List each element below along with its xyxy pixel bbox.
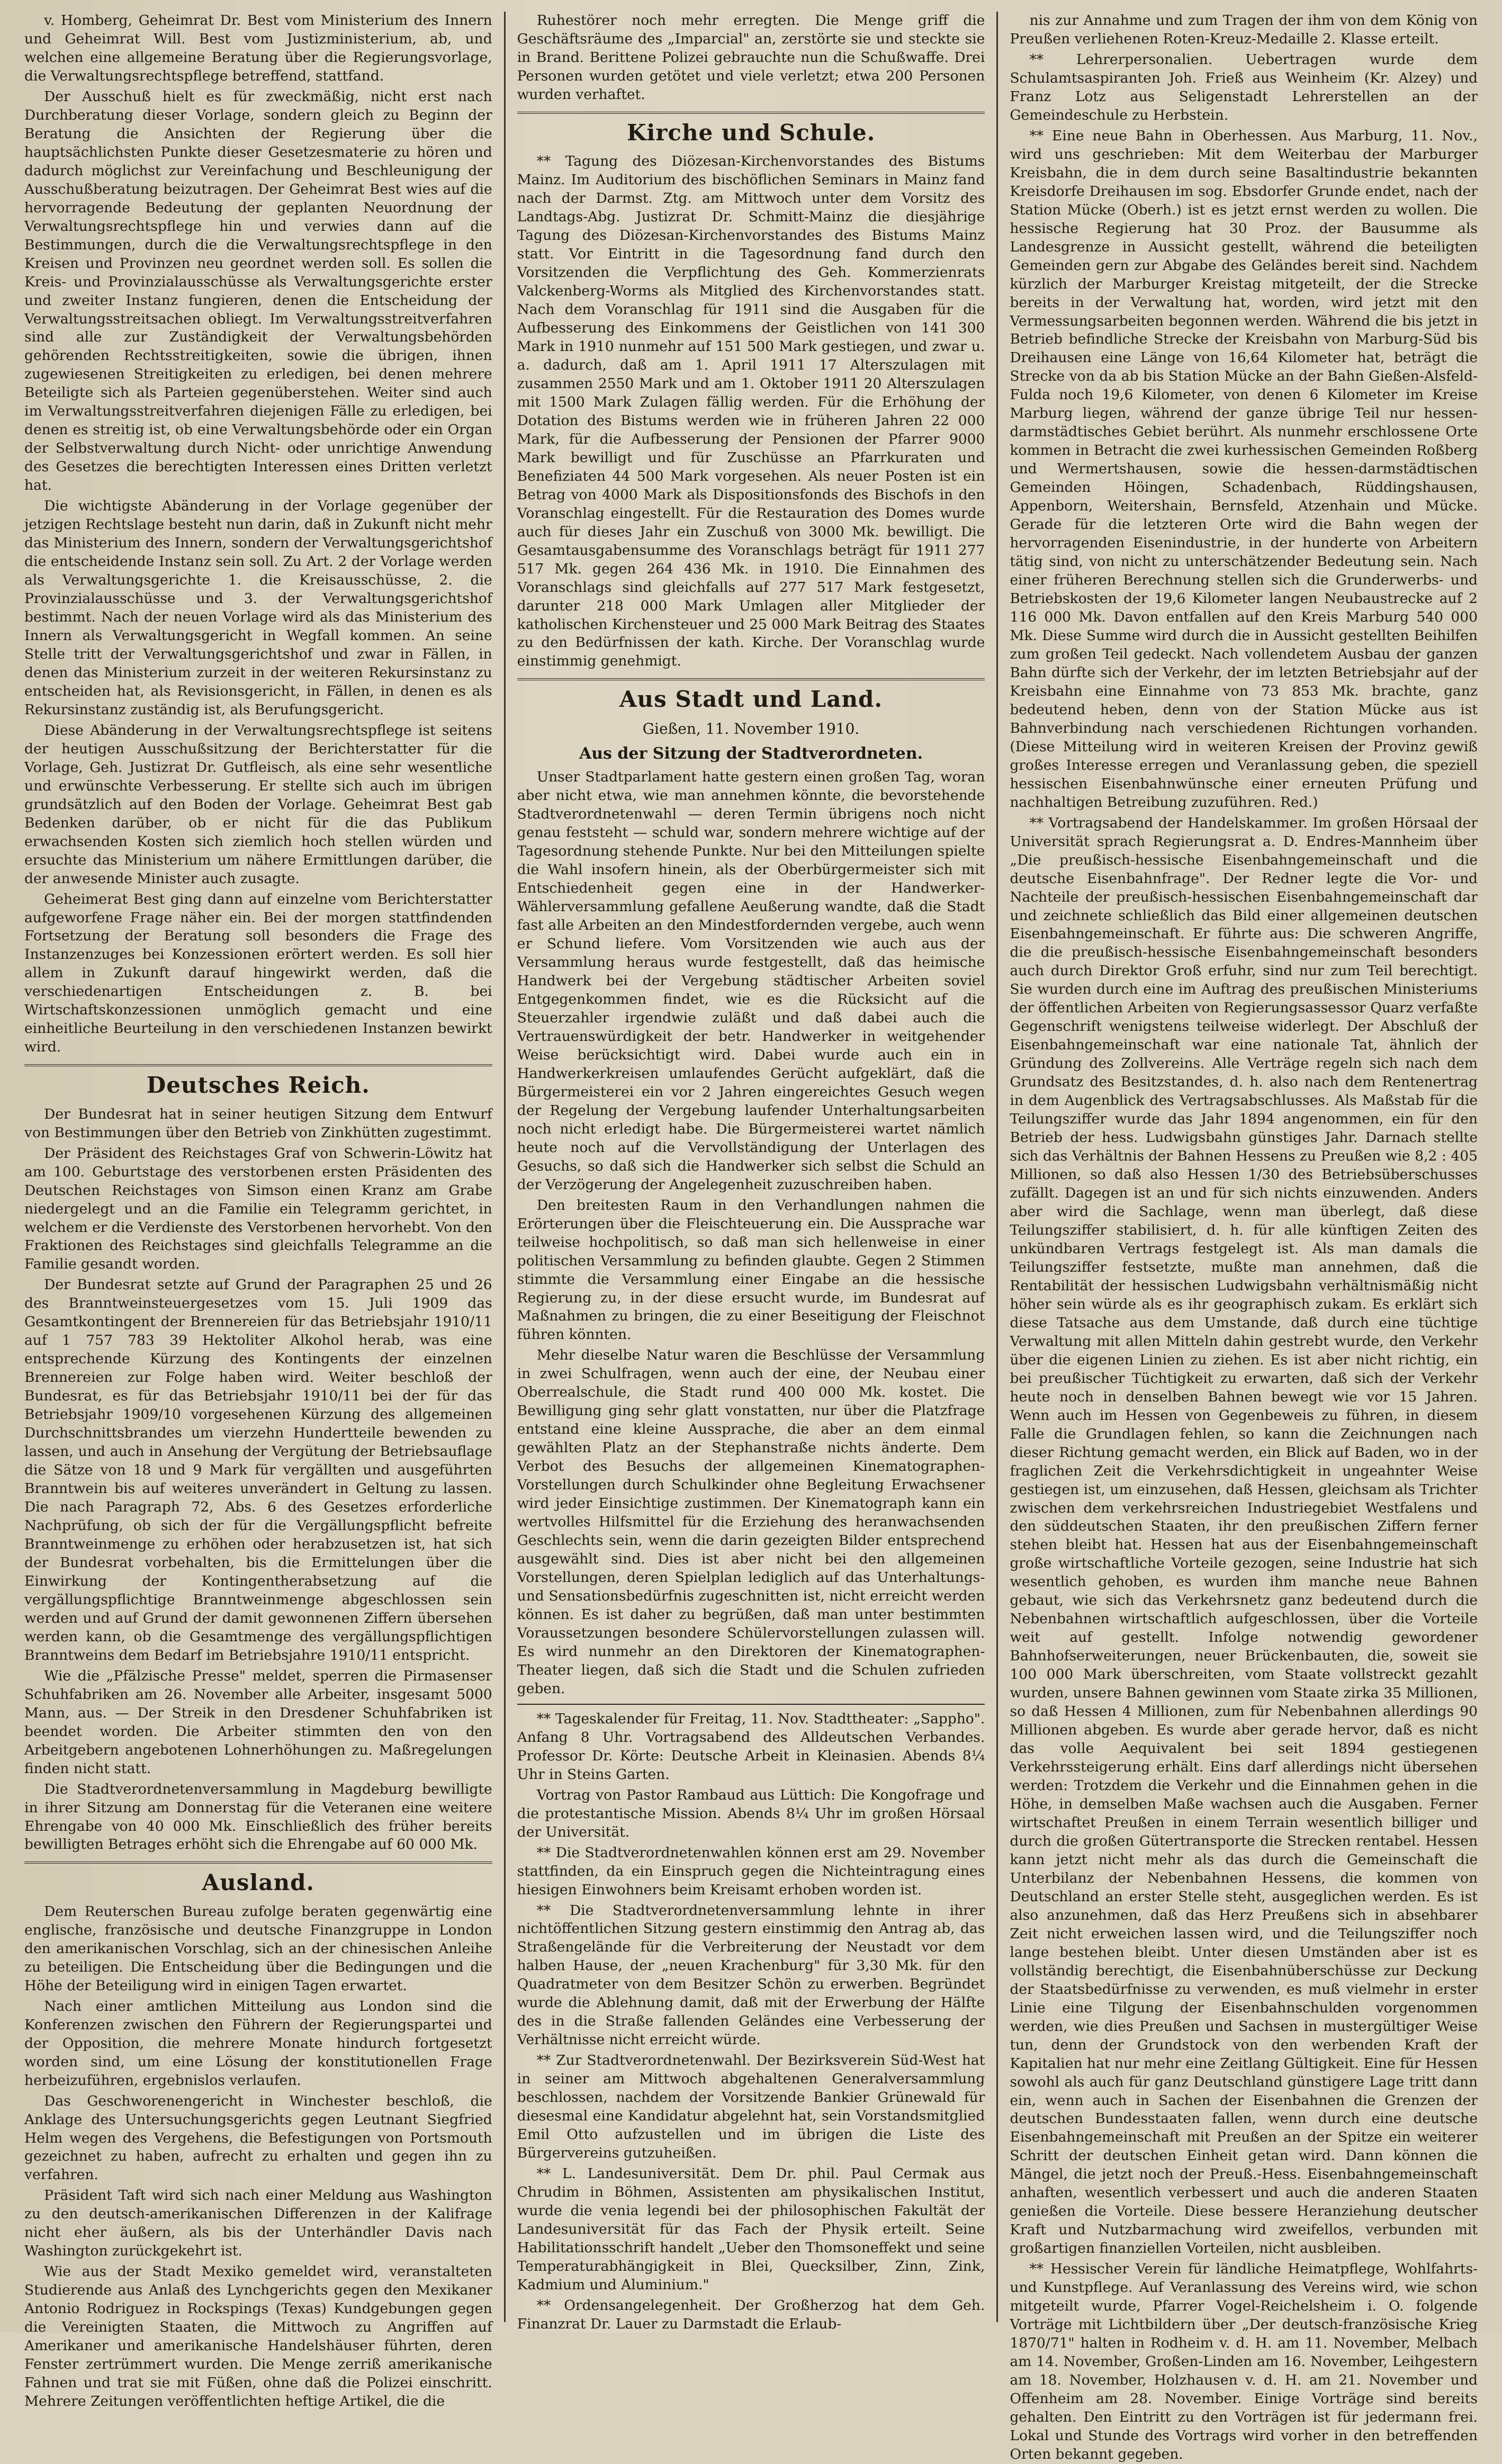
article-paragraph: Vortrag von Pastor Rambaud aus Lüttich: Die Kongofrage und die protestantische Mission. Abends 8¼ Uhr im großen Hörsaal der Universität. <box>517 1786 985 1840</box>
article-paragraph: Der Ausschuß hielt es für zweckmäßig, nicht erst nach Durchberatung dieser Vorlage, sondern gleich zu Beginn der Beratung die Ansichten der Regierung über die hauptsächlichsten Punkte dieser Gesetzesmaterie zu hören und dadurch möglichst zur Vereinfachung und Beschleunigung der Ausschußberatung beizutragen. Der Geheimrat Best wies auf die hervorragende Bedeutung der geplanten Neuordnung der Verwaltungsrechtspflege hin und verwies dann auf die Bestimmungen, durch die die Verwaltungsrechtspflege in den Kreisen und Provinzen neu geordnet werden soll. Es sollen die Kreis- und Provinzialausschüsse als Verwaltungsgerichte erster und zweiter Instanz fungieren, denen die Entscheidung der Verwaltungsstreitsachen obliegt. Im Verwaltungsstreitverfahren sind alle zur Zuständigkeit der Verwaltungsbehörden gehörenden Rechtsstreitigkeiten, sowie die übrigen, ihnen zugewiesenen Streitigkeiten zu erledigen, bei denen mehrere Beteiligte sich als Parteien gegenüberstehen. Weiter sind auch im Verwaltungsstreitverfahren diejenigen Fälle zu erledigen, bei denen es streitig ist, ob eine Verwaltungsbehörde oder ein Organ der Selbstverwaltung durch Nicht- oder unrichtige Anwendung des Gesetzes die berechtigten Interessen eines Dritten verletzt hat. <box>24 88 492 494</box>
article-paragraph: ** Tagung des Diözesan-Kirchenvorstandes des Bistums Mainz. Im Auditorium des bischöflichen Seminars in Mainz fand nach der Darmst. Ztg. am Mittwoch unter dem Vorsitz des Landtags-Abg. Justizrat Dr. Schmitt-Mainz die diesjährige Tagung des Diözesan-Kirchenvorstandes des Bistums Mainz statt. Vor Eintritt in die Tagesordnung fand durch den Vorsitzenden die Verpflichtung des Geh. Kommerzienrats Valckenberg-Worms als Mitglied des Kirchenvorstandes statt. Nach dem Voranschlag für 1911 sind die Ausgaben für die Aufbesserung des Einkommens der Geistlichen von 141 300 Mark in 1910 nunmehr auf 151 500 Mark gestiegen, und zwar u. a. dadurch, daß am 1. April 1911 17 Alterszulagen mit zusammen 2550 Mark und am 1. Oktober 1911 20 Alterszulagen mit 1500 Mark Zulagen fällig werden. Für die Erhöhung der Dotation des Bistums werden wie in früheren Jahren 22 000 Mark, für die Aufbesserung der Pensionen der Pfarrer 9000 Mark bewilligt und für Zuschüsse an Pfarrkuraten und Benefiziaten 44 500 Mark vorgesehen. Als neuer Posten ist ein Betrag von 4000 Mark als Dispositionsfonds des Bischofs in den Voranschlag eingestellt. Für die Restauration des Domes wurde auch für dieses Jahr ein Zuschuß von 3000 Mk. bewilligt. Die Gesamtausgabensumme des Voranschlags beträgt für 1911 277 517 Mk. gegen 264 436 Mk. in 1910. Die Einnahmen des Voranschlags sind gleichfalls auf 277 517 Mark festgesetzt, darunter 218 000 Mark Umlagen aller Mitglieder der katholischen Kirchensteuer und 25 000 Mark Beitrag des Staates zu den Bedürfnissen der kath. Kirche. Der Voranschlag wurde einstimmig genehmigt. <box>517 153 985 670</box>
section-title-stadt: Aus Stadt und Land. <box>517 678 985 714</box>
article-paragraph: Das Geschworenengericht in Winchester beschloß, die Anklage des Untersuchungsgerichts gegen Leutnant Siegfried Helm wegen des Vergehens, die Befestigungen von Portsmouth gezeichnet zu haben, aufrecht zu erhalten und gegen ihn zu verfahren. <box>24 2092 492 2183</box>
column-rule <box>996 12 998 2322</box>
section-title-reich: Deutsches Reich. <box>24 1064 492 1100</box>
column-rule <box>504 12 506 2322</box>
divider <box>517 1704 985 1705</box>
column-3 <box>999 12 1488 2462</box>
article-paragraph: Diese Abänderung in der Verwaltungsrechtspflege ist seitens der heutigen Ausschußsitzung der Berichterstatter für die Vorlage, Geh. Justizrat Dr. Gutfleisch, als eine sehr wesentliche und erwünschte Verbesserung. Er stellte sich auch im übrigen grundsätzlich auf den Boden der Vorlage. Geheimrat Best gab Bedenken darüber, ob er nicht für die das Publikum erwachsenden Kosten sich ziemlich hoch stellen würden und ersuchte das Ministerium um nähere Ermittlungen darüber, die der anwesende Minister auch zusagte. <box>24 722 492 887</box>
article-paragraph: ** Eine neue Bahn in Oberhessen. Aus Marburg, 11. Nov., wird uns geschrieben: Mit dem Weiterbau der Marburger Kreisbahn, die in dem durch seine Basaltindustrie bekannten Kreisdorfe Dreihausen im sog. Ebsdorfer Grunde endet, nach der Station Mücke (Oberh.) ist es jetzt ernst werden zu wollen. Die hessische Regierung hat 30 Proz. der Bausumme als Landesgrenze in Aussicht gestellt, während die beteiligten Gemeinden gern zur Abgabe des Geländes bereit sind. Nachdem kürzlich der Marburger Kreistag mitgeteilt, der die Strecke bereits in der Verwaltung hat, worden, wird jetzt mit den Vermessungsarbeiten begonnen werden. Während die bis jetzt in Betrieb befindliche Strecke der Kreisbahn von Marburg-Süd bis Dreihausen eine Länge von 16,64 Kilometer hat, beträgt die Strecke von da ab bis Station Mücke an der Bahn Gießen-Alsfeld-Fulda noch 19,6 Kilometer, von denen 6 Kilometer im Kreise Marburg liegen, während der ganze übrige Teil nur hessen-darmstädtisches Gebiet berührt. Als nunmehr erschlossene Orte kommen in Betracht die zwei kurhessischen Gemeinden Roßberg und Wermertshausen, sowie die hessen-darmstädtischen Gemeinden Höingen, Schadenbach, Rüddingshausen, Appenborn, Weitershain, Bernsfeld, Atzenhain und Mücke. Gerade für die letzteren Orte wird die Bahn wegen der hervorragenden Eisenindustrie, in der hunderte von Arbeitern tätig sind, von nicht zu unterschätzender Bedeutung sein. Nach einer früheren Berechnung stellen sich die Grunderwerbs- und Betriebskosten der 19,6 Kilometer langen Neubaustrecke auf 2 116 000 Mk. Davon entfallen auf den Kreis Marburg 540 000 Mk. Diese Summe wird durch die in Aussicht gestellten Beihilfen zum großen Teil gedeckt. Nach vollendetem Ausbau der ganzen Bahn dürfte sich der Verkehr, der im letzten Betriebsjahr auf der Kreisbahn eine Einnahme von 73 853 Mk. brachte, ganz bedeutend heben, denn von der Station Mücke aus ist Bahnverbindung nach verschiedenen Richtungen vorhanden. (Diese Mitteilung wird in weiteren Kreisen der Provinz gewiß großes Interesse erregen und Veranlassung geben, die speziell hessischen Eisenbahnwünsche einer erneuten Prüfung und nachhaltigen Betreibung zuzuführen. Red.) <box>1010 127 1478 811</box>
article-paragraph: ** Vortragsabend der Handelskammer. Im großen Hörsaal der Universität sprach Regierungsrat a. D. Endres-Mannheim über „Die preußisch-hessische Eisenbahngemeinschaft und die deutsche Eisenbahnfrage". Der Redner legte die Vor- und Nachteile der preußisch-hessischen Eisenbahngemeinschaft dar und zeichnete schließlich das Bild einer allgemeinen deutschen Eisenbahngemeinschaft. Er führte aus: Die schweren Angriffe, die die preußisch-hessische Eisenbahngemeinschaft besonders auch durch Direktor Groß erfuhr, sind nur zum Teil berechtigt. Sie wurden durch eine im Auftrag des preußischen Ministeriums der öffentlichen Arbeiten von Regierungsassessor Quarz verfaßte Gegenschrift wenigstens teilweise widerlegt. Der Abschluß der Eisenbahngemeinschaft war eine nationale Tat, ähnlich der Gründung des Zollvereins. Alle Verträge regeln sich nach dem Grundsatz des Besitzstandes, d. h. also nach dem Rentenertrag in dem Augenblick des Vertragsabschlusses. Als Maßstab für die Teilungsziffer wurde das Jahr 1894 angenommen, ein für den Betrieb der hess. Ludwigsbahn günstiges Jahr. Darnach stellte sich das Verhältnis der Bahnen Hessens zu Preußen wie 8,2 : 405 Millionen, so daß also Hessen 1/30 des Betriebsüberschusses zufällt. Dagegen ist an und für sich nichts einzuwenden. Anders aber wird die Sachlage, wenn man überlegt, daß diese Teilungsziffer stabilisiert, d. h. für alle künftigen Zeiten des unkündbaren Vertrags festgelegt ist. Als man damals die Teilungsziffer festsetzte, mußte man annehmen, daß die Rentabilität der hessischen Ludwigsbahn verhältnismäßig nicht höher sein würde als es ihr geographisch zukam. Es erklärt sich diese Tatsache aus dem Umstande, daß durch eine tüchtige Verwaltung mit allen Mitteln dahin gestrebt wurde, den Verkehr über die eigenen Linien zu ziehen. Es ist aber nicht richtig, ein bei preußischer Tüchtigkeit zu erwarten, daß sich der Verkehr heute noch in denselben Bahnen bewegt wie vor 15 Jahren. Wenn auch im Hessen von Gegenbeweis zu führen, in diesem Falle die Grundlagen fehlen, so kann die Zeichnungen nach dieser Richtung gemacht werden, ein Blick auf Baden, wo in der fraglichen Zeit die Verkehrsdichtigkeit in ungeahnter Weise gestiegen ist, um einzusehen, daß Hessen, gleichsam als Trichter zwischen dem verkehrsreichen Industriegebiet Westfalens und den süddeutschen Staaten, ihr den preußischen Ziffern ferner stehen bleibt hat. Hessen hat aus der Eisenbahngemeinschaft große wirtschaftliche Vorteile gezogen, seine Industrie hat sich wesentlich gehoben, es wurden ihm manche neue Bahnen gebaut, wie sich das Verkehrsnetz ganz bedeutend durch die Nebenbahnen wirtschaftlich aufgeschlossen, über die Vorteile weit auf gestellt. Infolge notwendig gewordener Bahnhofserweiterungen, neuer Brückenbauten, die, soweit sie 100 000 Mark überschreiten, vom Staate vollstreckt gezahlt wurden, unsere Bahnen gewinnen vom Staate zirka 35 Millionen, so daß Hessen 4 Millionen, zum für Nebenbahnen allerdings 90 Millionen abgeben. Es wurde aber gerade hervor, daß es nicht das volle Aequivalent bei seit 1894 gestiegenen Verkehrssteigerung erhält. Eins darf allerdings nicht übersehen werden: Trotzdem die Verkehr und die Einnahmen gehen in die Höhe, in demselben Maße wachsen auch die Ausgaben. Ferner wirtschaftet Preußen in einem Terrain wesentlich billiger und durch die großen Gütertransporte die Strecken rentabel. Hessen kann jetzt nicht mehr als das durch die Gemeinschaft die Unterbilanz der Nebenbahnen Hessens, die kommen von Deutschland an erster Stelle steht, ausgeglichen werden. Es ist also anzunehmen, daß das Herz Preußens sich in absehbarer Zeit nicht erweichen lassen wird, und die Teilungsziffer noch lange bestehen bleibt. Unter diesen Umständen aber ist es vollständig berechtigt, die Eisenbahnüberschüsse zur Deckung der Staatsbedürfnisse zu verwenden, es muß vielmehr in erster Linie eine Tilgung der Eisenbahnschulden vorgenommen werden, wie dies Preußen und Sachsen in mustergültiger Weise tun, denn der Grundstock von den werbenden Kraft der Kapitalien hat nur mehr eine Zeitlang Gültigkeit. Eine für Hessen sowohl als auch für ganz Deutschland günstigere Lage tritt dann ein, wenn auch in Sachen der Eisenbahnen die Grenzen der deutschen Bundesstaaten fallen, wenn durch eine deutsche Eisenbahngemeinschaft mit Preußen an der Spitze ein weiterer Schritt der deutschen Einheit getan wird. Dann können die Mängel, die jetzt noch der Preuß.-Hess. Eisenbahngemeinschaft anhaften, wesentlich verbessert und auch die anderen Staaten genießen die Vorteile. Diese bessere Heranziehung deutscher Kraft und Nutzbarmachung wird zweifellos, verbunden mit großartigen finanziellen Vorteilen, nicht ausbleiben. <box>1010 814 1478 2257</box>
article-paragraph: Mehr dieselbe Natur waren die Beschlüsse der Versammlung in zwei Schulfragen, wenn auch der eine, der Neubau einer Oberrealschule, die Stadt rund 400 000 Mk. kostet. Die Bewilligung ging sehr glatt vonstatten, nur über die Platzfrage entstand eine kleine Aussprache, die aber an dem einmal gewählten Platz an der Stephanstraße nichts änderte. Dem Verbot des Besuchs der allgemeinen Kinematographen-Vorstellungen durch Schulkinder ohne Begleitung Erwachsener wird jeder Einsichtige zustimmen. Der Kinematograph kann ein wertvolles Hilfsmittel für die Erziehung des heranwachsenden Geschlechts sein, wenn die darin gezeigten Bilder entsprechend ausgewählt sind. Dies ist aber nicht bei den allgemeinen Vorstellungen, deren Spielplan lediglich auf das Unterhaltungs- und Sensationsbedürfnis zugeschnitten ist, nicht erreicht werden können. Es ist daher zu begrüßen, daß man unter bestimmten Voraussetzungen besondere Schülervorstellungen zulassen will. Es wird nunmehr an den Direktoren der Kinematographen-Theater liegen, daß sich die Stadt und die Schulen zufrieden geben. <box>517 1347 985 1697</box>
section-title-ausland: Ausland. <box>24 1862 492 1897</box>
article-paragraph: Der Bundesrat setzte auf Grund der Paragraphen 25 und 26 des Branntweinsteuergesetzes vom 15. Juli 1909 das Gesamtkontingent der Brennereien für das Betriebsjahr 1910/11 auf 1 757 783 39 Hektoliter Alkohol herab, was eine entsprechende Kürzung des Kontingents der einzelnen Brennereien zur Folge haben wird. Weiter beschloß der Bundesrat, es für das Betriebsjahr 1910/11 bei der für das Betriebsjahr 1909/10 vorgesehenen Kürzung des allgemeinen Durchschnittsbrandes um vierzehn Hundertteile bewenden zu lassen, und auch in Ansehung der Vergütung der Betriebsauflage die Sätze von 18 und 9 Mark für vergällten und ausgeführten Branntwein bis auf weiteres unverändert in Geltung zu lassen. Die nach Paragraph 72, Abs. 6 des Gesetzes erforderliche Nachprüfung, ob sich der für die Vergällungspflicht befreite Branntweinmenge zu erhöhen oder herabzusetzen ist, hat sich der Bundesrat vorbehalten, bis die Ermittelungen über die Einwirkung der Kontingentherabsetzung auf die vergällungspflichtige Branntweinmenge abgeschlossen sein werden und auf Grund der damit gewonnenen Ziffern übersehen werden kann, ob die Gesamtmenge des vergällungspflichtigen Branntweins dem Bedarf im Betriebsjahre 1910/11 entspricht. <box>24 1276 492 1663</box>
article-paragraph: nis zur Annahme und zum Tragen der ihm von dem König von Preußen verliehenen Roten-Kreuz-Medaille 2. Klasse erteilt. <box>1010 12 1478 47</box>
article-paragraph: ** Die Stadtverordnetenwahlen können erst am 29. November stattfinden, da ein Einspruch gegen die Nichteintragung eines hiesigen Einwohners beim Kreisamt erhoben worden ist. <box>517 1844 985 1898</box>
article-paragraph: Wie aus der Stadt Mexiko gemeldet wird, veranstalteten Studierende aus Anlaß des Lynchgerichts gegen den Mexikaner Antonio Rodriguez in Rockspings (Texas) Kundgebungen gegen die Vereinigten Staaten, die Mittwoch zu Angriffen auf Amerikaner und amerikanische Handelshäuser führten, deren Fenster zertrümmert wurden. Die Menge zerriß amerikanische Fahnen und trat sie mit Füßen, ohne daß die Polizei einschritt. Mehrere Zeitungen veröffentlichten heftige Artikel, die die <box>24 2263 492 2410</box>
article-paragraph: Präsident Taft wird sich nach einer Meldung aus Washington zu den deutsch-amerikanischen Differenzen in der Kalifrage nicht eher äußern, als bis der Unterhändler Davis nach Washington zurückgekehrt ist. <box>24 2187 492 2260</box>
section-title-kirche: Kirche und Schule. <box>517 112 985 147</box>
columns <box>14 12 1488 2462</box>
dateline: Gießen, 11. November 1910. <box>642 720 860 738</box>
article-paragraph: Dem Reuterschen Bureau zufolge beraten gegenwärtig eine englische, französische und deutsche Finanzgruppe in London den amerikanischen Vorschlag, sich an der chinesischen Anleihe zu beteiligen. Die Entscheidung über die Bedingungen und die Höhe der Beteiligung wird in einigen Tagen erwartet. <box>24 1903 492 1994</box>
article-paragraph: v. Homberg, Geheimrat Dr. Best vom Ministerium des Innern und Geheimrat Will. Best vom Justizministerium, ab, und welchen eine allgemeine Beratung über die Regierungsvorlage, die Verwaltungsrechtspflege betreffend, stattfand. <box>24 12 492 84</box>
article-paragraph: Den breitesten Raum in den Verhandlungen nahmen die Erörterungen über die Fleischteuerung ein. Die Aussprache war teilweise hochpolitisch, so daß man sich hellenweise in einer politischen Versammlung zu befinden glaubte. Gegen 2 Stimmen stimmte die Versammlung einer Eingabe an die hessische Regierung zu, in der diese ersucht wurde, im Bundesrat auf Maßnahmen zu bringen, die zu einer Beseitigung der Fleischnot führen könnten. <box>517 1197 985 1343</box>
article-paragraph: Unser Stadtparlament hatte gestern einen großen Tag, woran aber nicht etwa, wie man annehmen könnte, die bevorstehende Stadtverordnetenwahl — deren Termin übrigens noch nicht genau feststeht — schuld war, sondern mehrere wichtige auf der Tagesordnung stehende Punkte. Nur bei den Mitteilungen spielte die Wahl insofern hinein, als der Oberbürgermeister sich mit Entschiedenheit gegen eine in der Handwerker-Wählerversammlung gefallene Aeußerung wandte, daß die Stadt fast alle Arbeiten an den Mindestfordernden vergebe, auch wenn er Schund liefere. Vom Vorsitzenden wie auch aus der Versammlung heraus wurde festgestellt, daß das heimische Handwerk bei der Vergebung städtischer Arbeiten soviel Entgegenkommen findet, wie es die Rücksicht auf die Steuerzahler irgendwie zuläßt und daß dabei auch die Vertrauenswürdigkeit der betr. Handwerker in weitgehender Weise berücksichtigt wird. Dabei wurde auch ein in Handwerkerkreisen umlaufendes Gerücht aufgeklärt, daß die Bürgermeisterei ein vor 2 Jahren eingereichtes Gesuch wegen der Regelung der Vergebung laufender Unterhaltungsarbeiten noch nicht erledigt habe. Die Bürgermeisterei wartet nämlich heute noch auf die Vervollständigung der Unterlagen des Gesuchs, so daß sich die Handwerker sich selbst die Schuld an der Verzögerung der Angelegenheit zuzuschreiben haben. <box>517 769 985 1193</box>
article-paragraph: ** Hessischer Verein für ländliche Heimatpflege, Wohlfahrts- und Kunstpflege. Auf Veranlassung des Vereins wird, wie schon mitgeteilt wurde, Pfarrer Vogel-Reichelsheim i. O. folgende Vorträge mit Lichtbildern über „Der deutsch-französische Krieg 1870/71" halten in Rodheim v. d. H. am 11. November, Melbach am 14. November, Großen-Linden am 16. November, Leihgestern am 18. November, Holzhausen v. d. H. am 21. November und Offenheim am 28. November. Einige Vorträge sind bereits gehalten. Den Eintritt zu den Vorträgen ist für jedermann frei. Lokal und Stunde des Vortrags wird vorher in den betreffenden Orten bekannt gegeben. <box>1010 2261 1478 2462</box>
article-paragraph: Die Stadtverordnetenversammlung in Magdeburg bewilligte in ihrer Sitzung am Donnerstag für die Veteranen eine weitere Ehrengabe von 40 000 Mk. Einschließlich des früher bereits bewilligten Betrages erhöht sich die Ehrengabe auf 60 000 Mk. <box>24 1780 492 1853</box>
article-paragraph: Die wichtigste Abänderung in der Vorlage gegenüber der jetzigen Rechtslage besteht nun darin, daß in Zukunft nicht mehr das Ministerium des Innern, sondern der Verwaltungsgerichtshof die entscheidende Instanz sein soll. Zu Art. 2 der Vorlage werden als Verwaltungsgerichte 1. die Kreisausschüsse, 2. die Provinzialausschüsse und 3. der Verwaltungsgerichtshof bestimmt. Nach der neuen Vorlage wird als das Ministerium des Innern als Verwaltungsgericht in Wegfall kommen. An seine Stelle tritt der Verwaltungsgerichtshof und zwar in Fällen, in denen das Ministerium zurzeit in der weiteren Rekursinstanz zu entscheiden hat, als Revisionsgericht, in Fällen, in denen es als Rekursinstanz zuständig ist, als Berufungsgericht. <box>24 498 492 718</box>
article-paragraph: Der Bundesrat hat in seiner heutigen Sitzung dem Entwurf von Bestimmungen über den Betrieb von Zinkhütten zugestimmt. <box>24 1105 492 1141</box>
article-paragraph: ** Lehrerpersonalien. Uebertragen wurde dem Schulamtsaspiranten Joh. Frieß aus Weinheim (Kr. Alzey) und Franz Lotz aus Seligenstadt Lehrerstellen an der Gemeindeschule zu Herbstein. <box>1010 51 1478 123</box>
column-1 <box>14 12 503 2410</box>
article-paragraph: ** Die Stadtverordnetenversammlung lehnte in ihrer nichtöffentlichen Sitzung gestern einstimmig den Antrag ab, das Straßengelände für die Verbreiterung der Neustadt vor dem halben Hause, der „neuen Krachenburg" für 3,30 Mk. für den Quadratmeter von dem Besitzer Schön zu erwerben. Begründet wurde die Ablehnung damit, daß mit der Erwerbung der Hälfte des in die Straße fallenden Geländes eine Verbesserung der Verhältnisse nicht erreicht würde. <box>517 1902 985 2048</box>
article-paragraph: Ruhestörer noch mehr erregten. Die Menge griff die Geschäftsräume des „Imparcial" an, zerstörte sie und steckte sie in Brand. Berittene Polizei gebrauchte nun die Schußwaffe. Drei Personen wurden getötet und viele verletzt; etwa 200 Personen wurden verhaftet. <box>517 12 985 103</box>
article-paragraph: ** Tageskalender für Freitag, 11. Nov. Stadttheater: „Sappho". Anfang 8 Uhr. Vortragsabend des Alldeutschen Verbandes. Professor Dr. Körte: Deutsche Arbeit in Kleinasien. Abends 8¼ Uhr in Steins Garten. <box>517 1710 985 1783</box>
article-paragraph: Nach einer amtlichen Mitteilung aus London sind die Konferenzen zwischen den Führern der Regierungspartei und der Opposition, die mehrere Monate hindurch fortgesetzt worden sind, um eine Lösung der konstitutionellen Frage herbeizuführen, ergebnislos verlaufen. <box>24 1998 492 2089</box>
article-paragraph: Der Präsident des Reichstages Graf von Schwerin-Löwitz hat am 100. Geburtstage des verstorbenen ersten Präsidenten des Deutschen Reichstages von Simson einen Kranz am Grabe niedergelegt und an die Familie ein Telegramm gerichtet, in welchem er die Verdienste des Verstorbenen hervorhebt. Von den Fraktionen des Reichstages sind gleichfalls Telegramme an die Familie gesandt worden. <box>24 1145 492 1273</box>
column-2 <box>507 12 996 2332</box>
subsection-title-sitzung: Aus der Sitzung der Stadtverordneten. <box>579 744 923 763</box>
article-paragraph: ** Ordensangelegenheit. Der Großherzog hat dem Geh. Finanzrat Dr. Lauer zu Darmstadt die Erlaub- <box>517 2297 985 2332</box>
article-paragraph: ** L. Landesuniversität. Dem Dr. phil. Paul Cermak aus Chrudim in Böhmen, Assistenten am physikalischen Institut, wurde die venia legendi bei der philosophischen Fakultät der Landesuniversität für das Fach der Physik erteilt. Seine Habilitationsschrift handelt „Ueber den Thomsoneffekt und seine Temperaturabhängigkeit in Blei, Quecksilber, Zinn, Zink, Kadmium und Aluminium." <box>517 2165 985 2293</box>
article-paragraph: ** Zur Stadtverordnetenwahl. Der Bezirksverein Süd-West hat in seiner am Mittwoch abgehaltenen Generalversammlung beschlossen, nachdem der Vorsitzende Bankier Grünewald für diesesmal eine Kandidatur abgelehnt hat, sein Vorstandsmitglied Emil Otto aufzustellen und im übrigen die Liste des Bürgervereins gutzuheißen. <box>517 2052 985 2162</box>
article-paragraph: Wie die „Pfälzische Presse" meldet, sperren die Pirmasenser Schuhfabriken am 26. November alle Arbeiter, insgesamt 5000 Mann, aus. — Der Streik in den Dresdener Schuhfabriken ist beendet worden. Die Arbeiter stimmten den von den Arbeitgebern angebotenen Lohnerhöhungen zu. Maßregelungen finden nicht statt. <box>24 1667 492 1777</box>
article-paragraph: Geheimerat Best ging dann auf einzelne vom Berichterstatter aufgeworfene Frage näher ein. Bei der morgen stattfindenden Fortsetzung der Beratung soll besonders die Frage des Instanzenzuges bei Konzessionen erörtert werden. Es soll hier allem in Zukunft darauf hingewirkt werden, daß die verschiedenartigen Entscheidungen z. B. bei Wirtschaftskonzessionen unmöglich gemacht und eine einheitliche Beurteilung in den verschiedenen Instanzen bewirkt wird. <box>24 891 492 1056</box>
